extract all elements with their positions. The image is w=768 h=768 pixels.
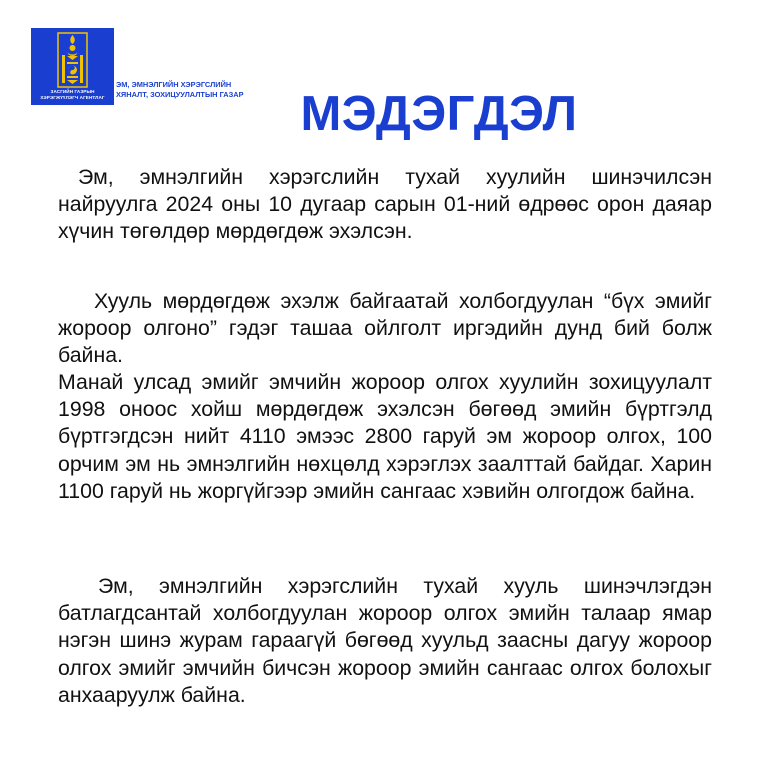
soyombo-emblem-icon <box>31 28 114 88</box>
agency-name-line: ЭМ, ЭМНЭЛГИЙН ХЭРЭГСЛИЙН <box>116 80 232 89</box>
paragraph: Манай улсад эмийг эмчийн жороор олгох хуулийн зохицуулалт 1998 оноос хойш мөрдөгдөж эхэлсэн бөгөөд эмийн бүртгэлд бүртгэгдсэн нийт 4110 эмээс 2800 гаруй эм жороор олгох, 100 орчим эм нь эмнэлгийн нөхцөлд хэрэглэх заалттай байдаг. Харин 1100 гаруй нь жоргүйгээр эмийн сангаас хэвийн олгогдож байна. <box>58 370 712 503</box>
paragraph: Хууль мөрдөгдөж эхэлж байгаатай холбогдуулан “бүх эмийг жороор олгоно” гэдэг ташаа ойлголт иргэдийн дунд бий болж байна. <box>58 289 712 368</box>
paragraph: Эм, эмнэлгийн хэрэгслийн тухай хууль шинэчлэгдэн батлагдсантай холбогдуулан жороор олгох эмийн талаар ямар нэгэн шинэ журам гараагүй бөгөөд хуульд заасны дагуу жороор олгох эмийг эмчийн бичсэн жороор эмийн сангаас олгох болохыг анхааруулж байна. <box>58 574 712 707</box>
paragraph: Эм, эмнэлгийн хэрэгслийн тухай хуулийн шинэчилсэн найруулга 2024 оны 10 дугаар сарын 01-ний өдрөөс орон даяар хүчин төгөлдөр мөрдөгдөж эхэлсэн. <box>58 165 712 244</box>
emblem-caption: ЗАСГИЙН ГАЗРЫН <box>50 89 95 94</box>
page-title: МЭДЭГДЭЛ <box>300 87 578 141</box>
emblem-caption: ХЭРЭГЖҮҮЛЭГЧ АГЕНТЛАГ <box>40 95 105 100</box>
agency-name-line: ХЯНАЛТ, ЗОХИЦУУЛАЛТЫН ГАЗАР <box>116 90 244 99</box>
